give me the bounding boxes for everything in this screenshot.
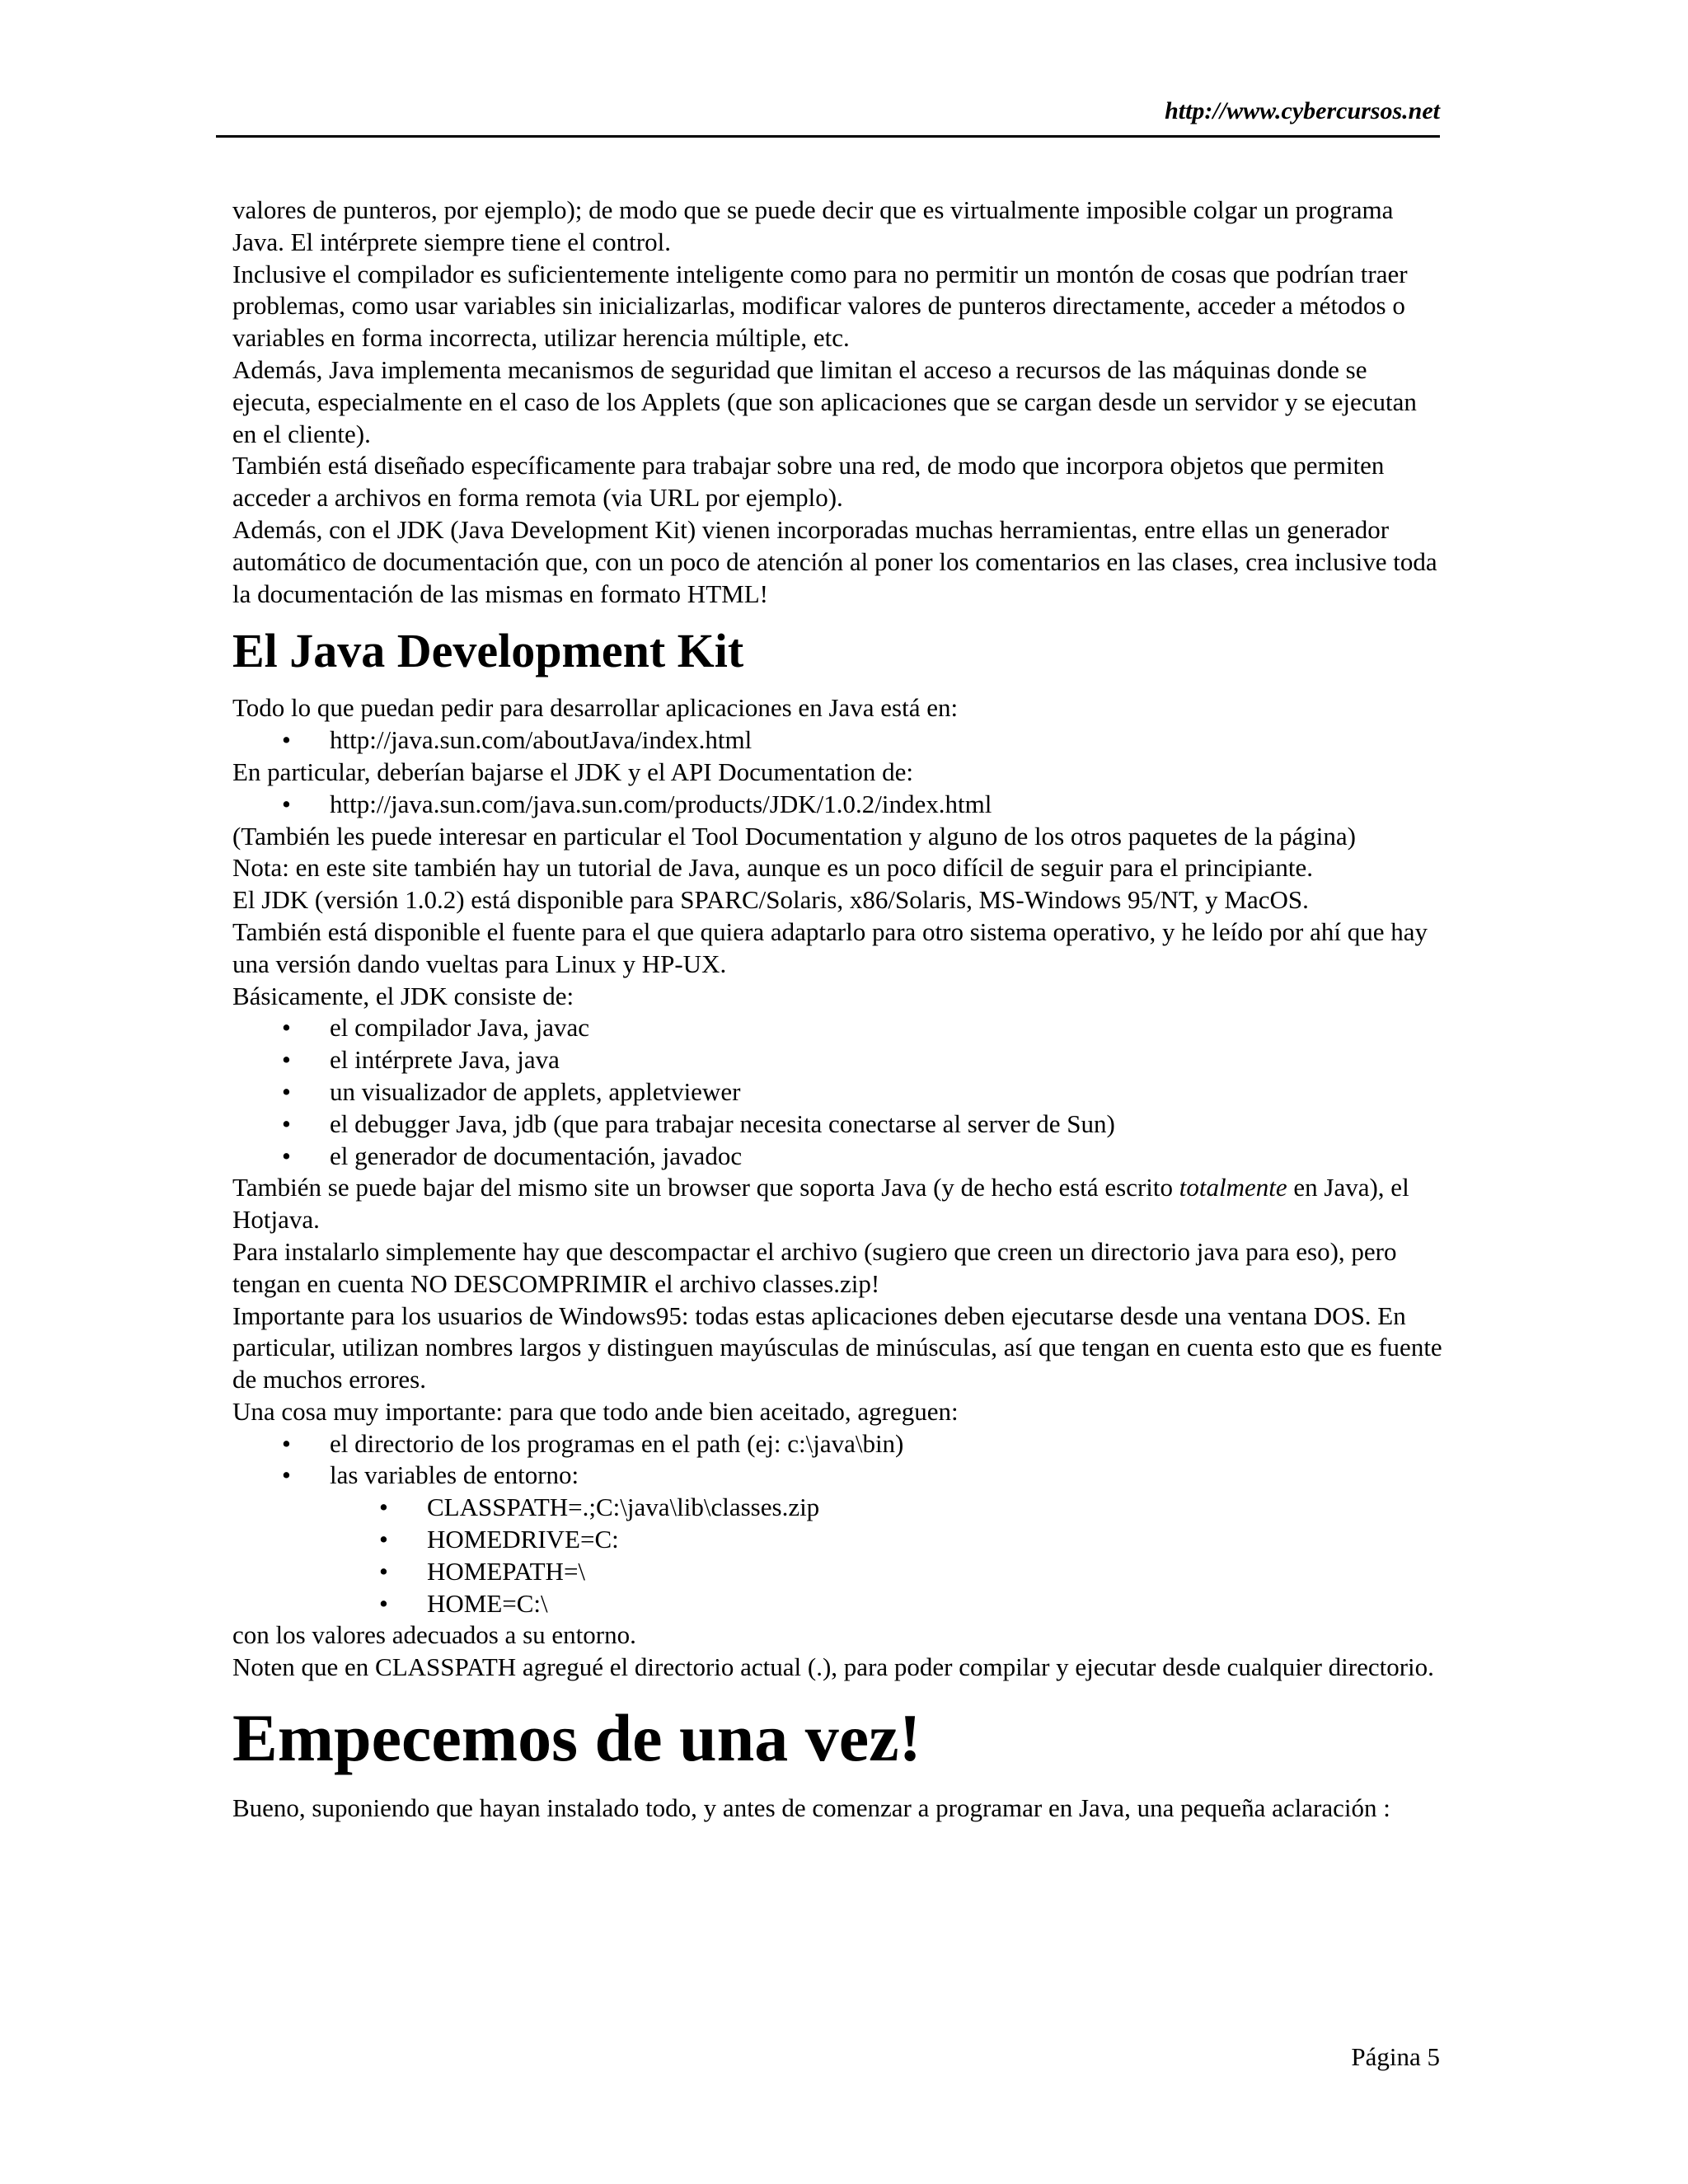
page-content	[232, 194, 1444, 1825]
link-list	[232, 724, 1444, 757]
body-paragraph: Además, Java implementa mecanismos de seguridad que limitan el acceso a recursos de las máquinas donde se ejecuta, especialmente en el caso de los Applets (que son aplicaciones que se cargan desde un servidor y se ejecutan en el cliente).	[232, 354, 1417, 448]
header-divider	[216, 135, 1440, 138]
body-paragraph: El JDK (versión 1.0.2) está disponible para SPARC/Solaris, x86/Solaris, MS-Windows 95/NT, y MacOS.	[232, 885, 1309, 915]
body-paragraph: También está diseñado específicamente para trabajar sobre una red, de modo que incorpora objetos que permiten acceder a archivos en forma remota (via URL por ejemplo).	[232, 451, 1385, 513]
body-paragraph: Inclusive el compilador es suficientemente inteligente como para no permitir un montón de cosas que podrían traer problemas, como usar variables sin inicializarlas, modificar valores de punteros directamente, acceder a métodos o variables en forma incorrecta, utilizar herencia múltiple, etc.	[232, 259, 1408, 353]
jdk-tools-list	[232, 1012, 1444, 1172]
link-item: • http://java.sun.com/aboutJava/index.html	[232, 724, 1444, 757]
page-number: Página 5	[1351, 2042, 1440, 2071]
link-list	[232, 789, 1444, 821]
body-paragraph: Nota: en este site también hay un tutorial de Java, aunque es un poco difícil de seguir para el principiante.	[232, 853, 1314, 883]
body-paragraph: Además, con el JDK (Java Development Kit) vienen incorporadas muchas herramientas, entre ellas un generador automático de documentación que, con un poco de atención al poner los comentarios en las clases, crea inclusive toda la documentación de las mismas en formato HTML!	[232, 514, 1437, 608]
list-item: • un visualizador de applets, appletviewer	[232, 1076, 1444, 1108]
list-item: • el directorio de los programas en el path (ej: c:\java\bin)	[232, 1428, 1444, 1460]
list-item: • las variables de entorno:	[232, 1460, 1444, 1492]
body-paragraph: (También les puede interesar en particular el Tool Documentation y alguno de los otros paquetes de la página)	[232, 821, 1356, 851]
setup-list	[232, 1428, 1444, 1493]
body-paragraph: Básicamente, el JDK consiste de:	[232, 981, 574, 1010]
emphasis-text: totalmente	[1179, 1173, 1287, 1202]
list-item: • el intérprete Java, java	[232, 1044, 1444, 1076]
section-heading-jdk: El Java Development Kit	[232, 624, 744, 678]
list-item: • CLASSPATH=.;C:\java\lib\classes.zip	[232, 1492, 1444, 1524]
list-item: • HOMEPATH=\	[232, 1556, 1444, 1588]
header-url: http://www.cybercursos.net	[1165, 97, 1440, 124]
body-paragraph: Para instalarlo simplemente hay que descompactar el archivo (sugiero que creen un directorio java para eso), pero tengan en cuenta NO DESCOMPRIMIR el archivo classes.zip!	[232, 1236, 1397, 1298]
body-paragraph: Todo lo que puedan pedir para desarrollar aplicaciones en Java está en:	[232, 693, 959, 723]
section-heading-start: Empecemos de una vez!	[232, 1700, 921, 1776]
list-item: • el generador de documentación, javadoc	[232, 1141, 1444, 1173]
link-item: • http://java.sun.com/java.sun.com/products/JDK/1.0.2/index.html	[232, 789, 1444, 821]
text-span: en Java), el Hotjava.	[232, 1173, 1409, 1235]
body-paragraph: Bueno, suponiendo que hayan instalado todo, y antes de comenzar a programar en Java, una pequeña aclaración :	[232, 1793, 1390, 1823]
list-item: • el compilador Java, javac	[232, 1012, 1444, 1044]
text-span: También se puede bajar del mismo site un browser que soporta Java (y de hecho está escrito	[232, 1173, 1179, 1202]
list-item: • HOME=C:\	[232, 1588, 1444, 1620]
body-paragraph: Una cosa muy importante: para que todo ande bien aceitado, agreguen:	[232, 1396, 959, 1426]
body-paragraph: También está disponible el fuente para el que quiera adaptarlo para otro sistema operativo, y he leído por ahí que hay una versión dando vueltas para Linux y HP-UX.	[232, 916, 1428, 978]
body-paragraph	[232, 1172, 1444, 1236]
env-vars-list	[232, 1492, 1444, 1619]
body-paragraph: valores de punteros, por ejemplo); de modo que se puede decir que es virtualmente imposible colgar un programa Java. El intérprete siempre tiene el control.	[232, 195, 1394, 256]
body-paragraph: En particular, deberían bajarse el JDK y el API Documentation de:	[232, 757, 914, 786]
body-paragraph: Noten que en CLASSPATH agregué el directorio actual (.), para poder compilar y ejecutar desde cualquier directorio.	[232, 1652, 1434, 1682]
list-item: • el debugger Java, jdb (que para trabajar necesita conectarse al server de Sun)	[232, 1108, 1444, 1141]
body-paragraph: Importante para los usuarios de Windows95: todas estas aplicaciones deben ejecutarse desde una ventana DOS. En particular, utilizan nombres largos y distinguen mayúsculas de minúsculas, así que tengan en cuenta esto que es fuente de muchos errores.	[232, 1301, 1442, 1394]
list-item: • HOMEDRIVE=C:	[232, 1524, 1444, 1556]
body-paragraph: con los valores adecuados a su entorno.	[232, 1620, 636, 1650]
